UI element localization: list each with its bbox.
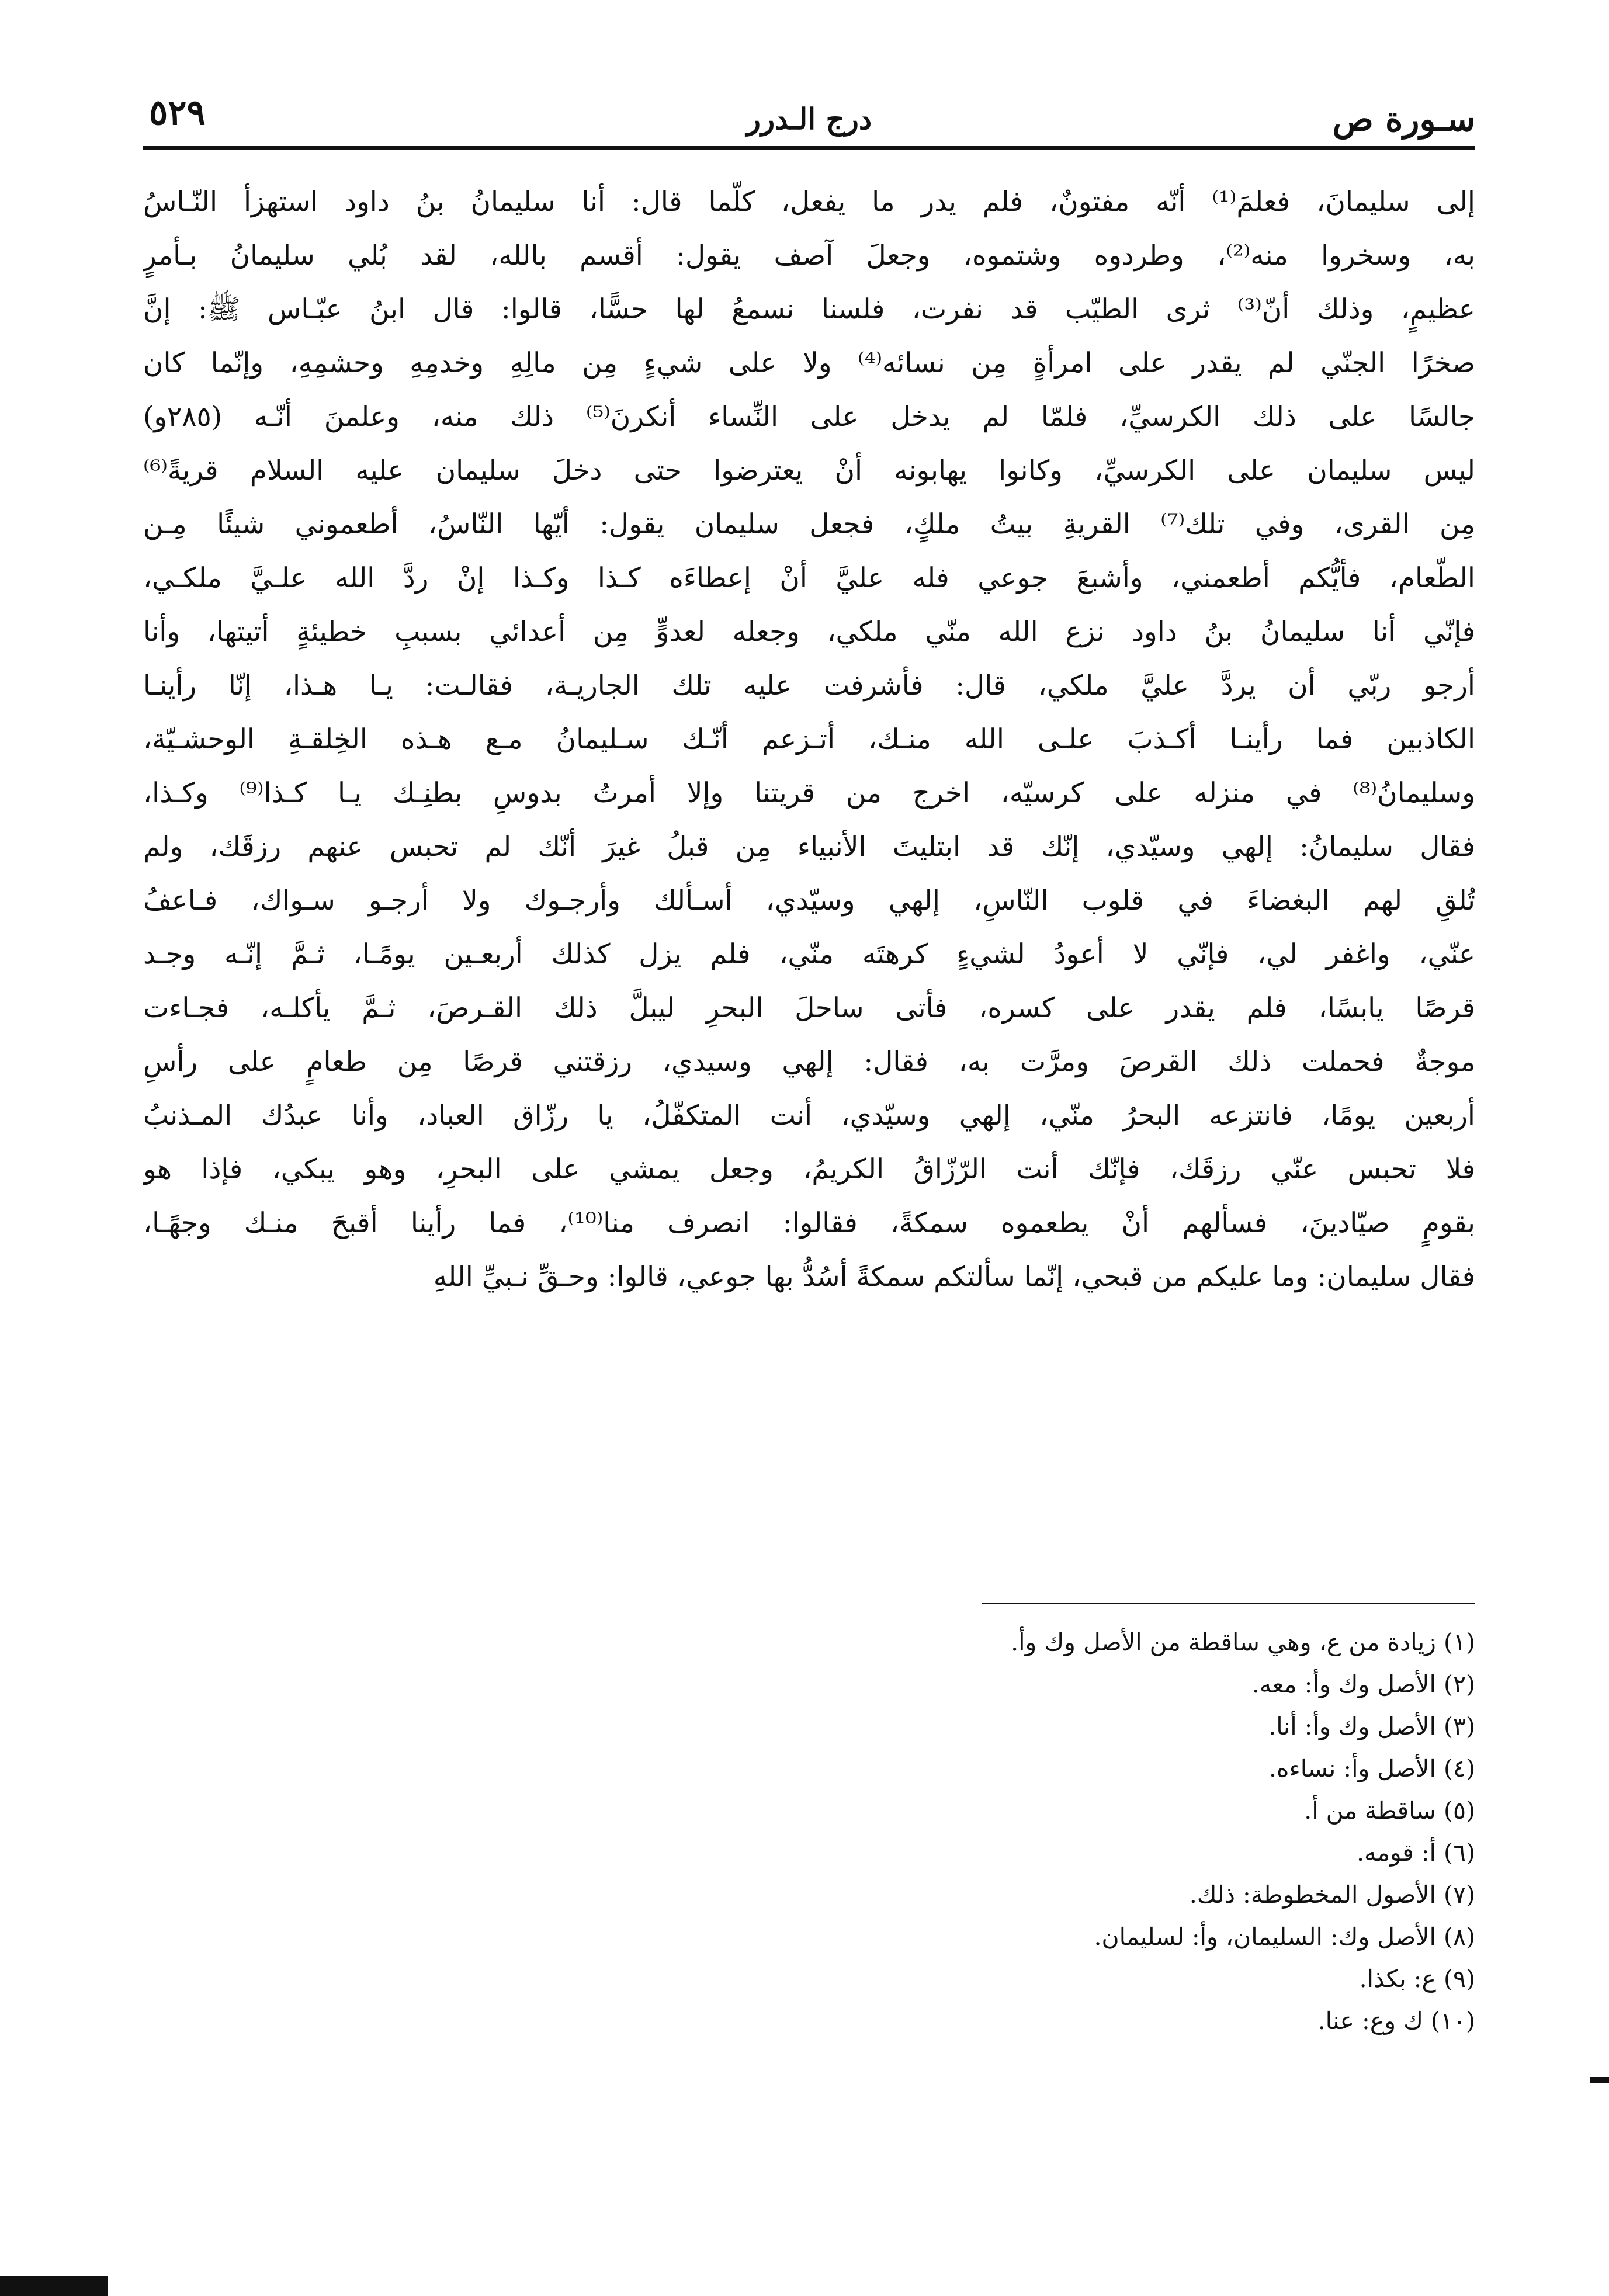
text-line: إلى سليمانَ، فعلمَ⁽¹⁾ أنّه مفتونٌ، فلم يدر ما يفعل، كلّما قال: أنا سليمانُ بنُ داود استهزأ النّـاسُ	[143, 186, 1475, 218]
running-header	[143, 88, 1475, 146]
text-line: فقال سليمان: وما عليكم من قبحي، إنّما سألتكم سمكةً أسُدُّ بها جوعي، قالوا: وحـقِّ نـبيِّ اللهِ	[433, 1261, 1475, 1293]
book-title: درج الـدرر	[746, 102, 872, 136]
text-line: أرجو ربّي أن يردَّ عليَّ ملكي، قال: فأشرفت عليه تلك الجاريـة، فقالـت: يـا هـذا، إنّا رأينـا	[143, 670, 1475, 702]
footnotes	[143, 1621, 1475, 2042]
text-line: جالسًا على ذلك الكرسيِّ، فلمّا لم يدخل على النِّساء أنكرنَ⁽⁵⁾ ذلك منه، وعلمنَ أنّـه (٢٨٥و)	[143, 401, 1475, 433]
footnote: (٦) أ: قومه.	[1356, 1839, 1475, 1867]
footnote: (٧) الأصول المخطوطة: ذلك.	[1189, 1881, 1475, 1909]
text-line: وسليمانُ⁽⁸⁾ في منزله على كرسيّه، اخرج من قريتنا وإلا أمرتُ بدوسِ بطنِـك يـا كـذا⁽⁹⁾ وكـذا،	[143, 777, 1475, 809]
footnote: (١٠) ك وع: عنا.	[1317, 2007, 1475, 2035]
text-line: فقال سليمانُ: إلهي وسيّدي، إنّك قد ابتليتَ الأنبياء مِن قبلُ غيرَ أنّك لم تحبس عنهم رزقَك، ولم	[143, 831, 1475, 863]
text-line: فلا تحبس عنّي رزقَك، فإنّك أنت الرّزّاقُ الكريمُ، وجعل يمشي على البحرِ، وهو يبكي، فإذا هو	[143, 1153, 1475, 1185]
text-line: مِن القرى، وفي تلك⁽⁷⁾ القريةِ بيتُ ملكٍ، فجعل سليمان يقول: أيّها النّاسُ، أطعموني شيئًا مِـن	[143, 508, 1475, 540]
text-line: فإنّي أنا سليمانُ بنُ داود نزع الله منّي ملكي، وجعله لعدوٍّ مِن أعدائي بسببِ خطيئةٍ أتيتها، وأنا	[143, 616, 1475, 648]
main-text	[143, 175, 1475, 1304]
footnote: (١) زيادة من ع، وهي ساقطة من الأصل وك وأ.	[1011, 1628, 1475, 1656]
text-line: الطّعام، فأيُّكم أطعمني، وأشبعَ جوعي فله عليَّ أنْ إعطاءَه كـذا وكـذا إنْ ردَّ الله علـيَّ ملكـي،	[143, 562, 1475, 594]
text-line: عظيمٍ، وذلك أنّ⁽³⁾ ثرى الطيّب قد نفرت، فلسنا نسمعُ لها حسًّا، قالوا: قال ابنُ عبّـاس ﷺ: إنَّ	[143, 293, 1475, 325]
page-number: ٥٢٩	[149, 92, 206, 133]
text-line: عنّي، واغفر لي، فإنّي لا أعودُ لشيءٍ كرهتَه منّي، فلم يزل كذلك أربعـين يومًـا، ثـمَّ إنّـه وجـد	[143, 938, 1475, 970]
text-line: الكاذبين فما رأينـا أكـذبَ علـى الله منـك، أتـزعم أنّـك سـليمانُ مـع هـذه الخِلقـةِ الوحشـيّة،	[143, 723, 1475, 755]
footnote: (٢) الأصل وك وأ: معه.	[1251, 1670, 1475, 1698]
footnote: (٩) ع: بكذا.	[1359, 1965, 1475, 1993]
text-line: قرصًا يابسًا، فلم يقدر على كسره، فأتى ساحلَ البحرِ ليبلَّ ذلك القـرصَ، ثـمَّ يأكلـه، فجـاءت	[143, 992, 1475, 1024]
text-line: ليس سليمان على الكرسيِّ، وكانوا يهابونه أنْ يعترضوا حتى دخلَ سليمان عليه السلام قريةً⁽⁶⁾	[143, 455, 1475, 487]
text-line: أربعين يومًا، فانتزعه البحرُ منّي، إلهي وسيّدي، أنت المتكفّلُ، يا رزّاق العباد، وأنا عبدُك المـذنبُ	[143, 1100, 1475, 1132]
header-rule	[143, 146, 1475, 150]
text-line: به، وسخروا منه⁽²⁾، وطردوه وشتموه، وجعلَ آصف يقول: أقسم بالله، لقد بُلي سليمانُ بـأمرٍ	[143, 240, 1475, 272]
footnote-separator	[982, 1603, 1475, 1604]
footnote: (٤) الأصل وأ: نساءه.	[1268, 1754, 1475, 1782]
text-line: بقومٍ صيّادينَ، فسألهم أنْ يطعموه سمكةً، فقالوا: انصرف منا⁽¹⁰⁾، فما رأينا أقبحَ منـك وجهًـا،	[143, 1207, 1475, 1239]
scan-bottom-bar	[0, 2276, 108, 2296]
text-line: تُلقِ لهم البغضاءَ في قلوب النّاسِ، إلهي وسيّدي، أسـألك وأرجـوك ولا أرجـو سـواك، فـاعفُ	[143, 885, 1475, 917]
footnote: (٥) ساقطة من أ.	[1304, 1796, 1475, 1825]
text-line: صخرًا الجنّي لم يقدر على امرأةٍ مِن نسائه⁽⁴⁾ ولا على شيءٍ مِن مالِهِ وخدمِهِ وحشمِهِ، وإنّما كان	[143, 347, 1475, 379]
scan-edge-mark	[1590, 2077, 1609, 2083]
text-line: موجةٌ فحملت ذلك القرصَ ومرَّت به، فقال: إلهي وسيدي، رزقتني قرصًا مِن طعامٍ على رأسِ	[143, 1046, 1475, 1078]
footnote: (٨) الأصل وك: السليمان، وأ: لسليمان.	[1094, 1923, 1475, 1951]
footnote: (٣) الأصل وك وأ: أنا.	[1268, 1712, 1475, 1740]
surah-name: سـورة ص	[1332, 99, 1475, 139]
